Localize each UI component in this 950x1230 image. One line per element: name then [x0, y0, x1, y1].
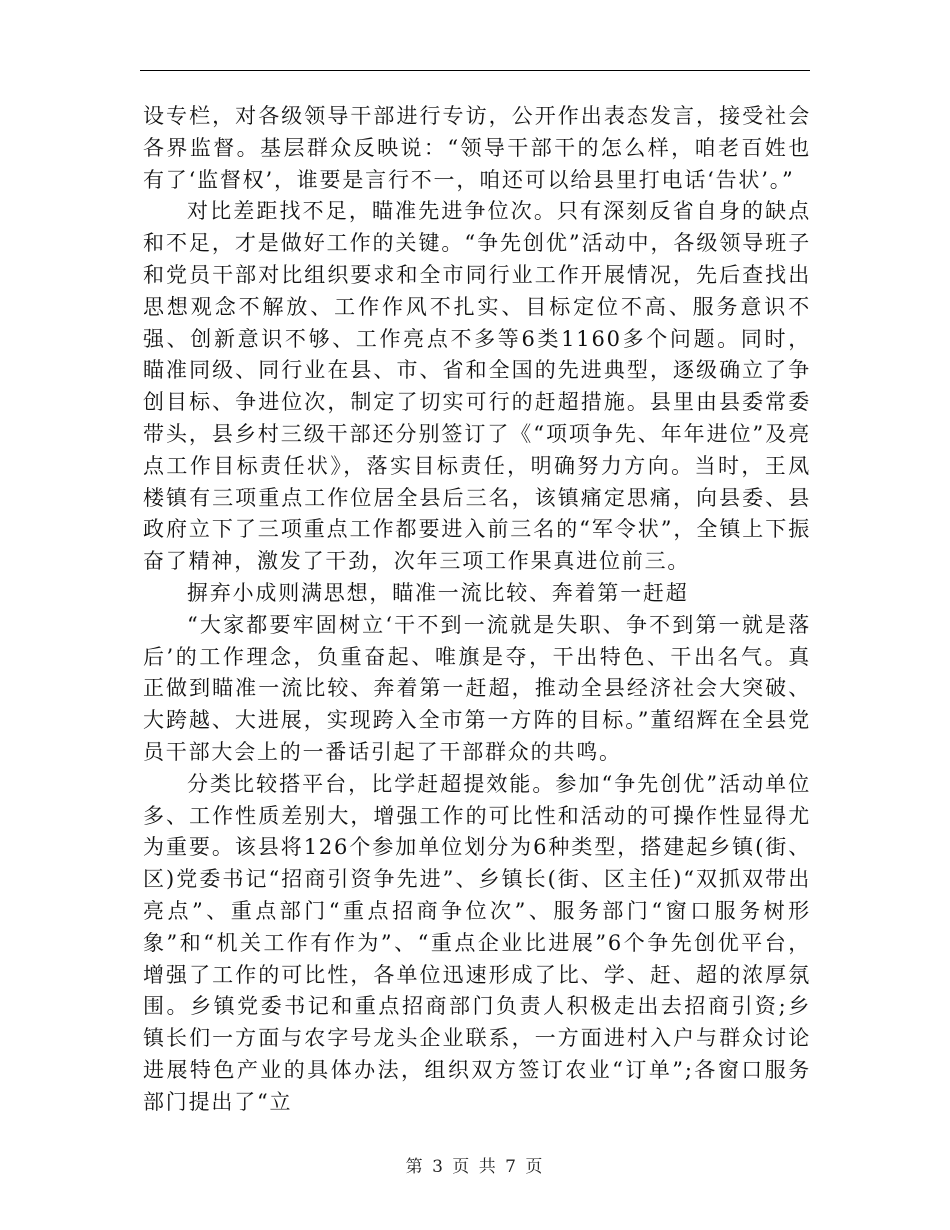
paragraph-2: 对比差距找不足，瞄准先进争位次。只有深刻反省自身的缺点和不足，才是做好工作的关键。“争先创优”活动中，各级领导班子和党员干部对比组织要求和全市同行业工作开展情况，先后查找出思想观念不解放、工作作风不扎实、目标定位不高、服务意识不强、创新意识不够、工作亮点不多等6类1160多个问题。同时，瞄准同级、同行业在县、市、省和全国的先进典型，逐级确立了争创目标、争进位次，制定了切实可行的赶超措施。县里由县委常委带头，县乡村三级干部还分别签订了《“项项争先、年年进位”及亮点工作目标责任状》，落实目标责任，明确努力方向。当时，王凤楼镇有三项重点工作位居全县后三名，该镇痛定思痛，向县委、县政府立下了三项重点工作都要进入前三名的“军令状”，全镇上下振奋了精神，激发了干劲，次年三项工作果真进位前三。: [143, 199, 811, 574]
page-number: 第 3 页 共 7 页: [405, 1157, 545, 1177]
section-heading: 摒弃小成则满思想，瞄准一流比较、奔着第一赶超: [187, 580, 689, 605]
body-text: [143, 101, 811, 1119]
paragraph-4: 分类比较搭平台，比学赶超提效能。参加“争先创优”活动单位多、工作性质差别大，增强工作的可比性和活动的可操作性显得尤为重要。该县将126个参加单位划分为6种类型，搭建起乡镇(街、区)党委书记“招商引资争先进”、乡镇长(街、区主任)“双抓双带出亮点”、重点部门“重点招商争位次”、服务部门“窗口服务树形象”和“机关工作有作为”、“重点企业比进展”6个争先创优平台，增强了工作的可比性，各单位迅速形成了比、学、赶、超的浓厚氛围。乡镇党委书记和重点招商部门负责人积极走出去招商引资;乡镇长们一方面与农字号龙头企业联系，一方面进村入户与群众讨论进展特色产业的具体办法，组织双方签订农业“订单”;各窗口服务部门提出了“立: [143, 771, 811, 1114]
header-rule: [140, 70, 810, 71]
paragraph-1: 设专栏，对各级领导干部进行专访，公开作出表态发言，接受社会各界监督。基层群众反映说：“领导干部干的怎么样，咱老百姓也有了‘监督权’，谁要是言行不一，咱还可以给县里打电话‘告状’。”: [143, 104, 811, 192]
paragraph-3: “大家都要牢固树立‘干不到一流就是失职、争不到第一就是落后’的工作理念，负重奋起、唯旗是夺，干出特色、干出名气。真正做到瞄准一流比较、奔着第一赶超，推动全县经济社会大突破、大跨越、大进展，实现跨入全市第一方阵的目标。”董绍辉在全县党员干部大会上的一番话引起了干部群众的共鸣。: [143, 612, 811, 764]
